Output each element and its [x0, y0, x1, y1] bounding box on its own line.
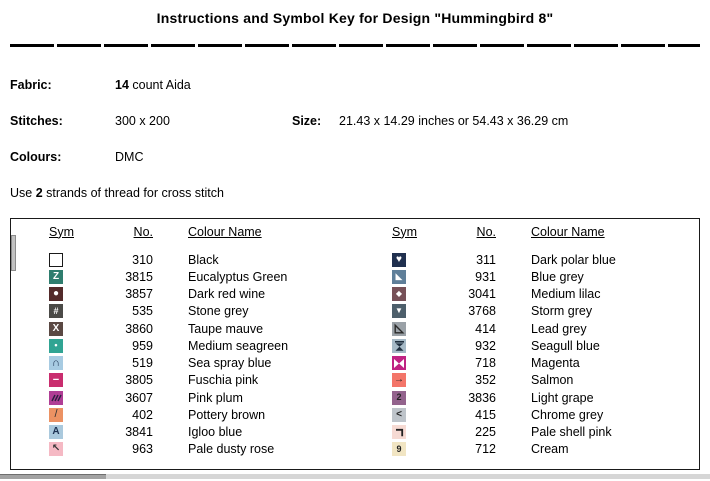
symbol-cell — [392, 442, 432, 456]
symbol-swatch: 9 — [392, 442, 406, 456]
symbol-cell — [49, 253, 89, 267]
header-sym: Sym — [49, 224, 74, 239]
colour-name: Stone grey — [188, 304, 249, 319]
key-row — [11, 268, 356, 285]
key-column-left — [11, 219, 356, 469]
symbol-cell — [49, 339, 89, 353]
symbol-swatch: ◆ — [392, 287, 406, 301]
symbol-swatch: / — [49, 408, 63, 422]
colour-name: Medium lilac — [531, 287, 601, 302]
colour-name: Black — [188, 252, 219, 267]
fabric-rest: count Aida — [128, 78, 191, 92]
colour-name: Fuschia pink — [188, 373, 259, 388]
symbol-swatch: X — [49, 322, 63, 336]
symbol-cell — [49, 408, 89, 422]
symbol-swatch — [49, 391, 63, 405]
key-row — [354, 424, 699, 441]
key-row — [11, 441, 356, 458]
title-divider — [10, 44, 700, 47]
stitches-row — [0, 114, 710, 130]
symbol-cell — [49, 322, 89, 336]
stitches-value: 300 x 200 — [115, 114, 170, 128]
symbol-cell — [392, 425, 432, 439]
symbol-swatch: ● — [49, 287, 63, 301]
thread-number: 3768 — [468, 304, 496, 319]
symbol-swatch: ◣ — [392, 270, 406, 284]
header-no: No. — [476, 224, 496, 239]
symbol-swatch: Z — [49, 270, 63, 284]
size-value: 21.43 x 14.29 inches or 54.43 x 36.29 cm — [339, 114, 569, 128]
horizontal-scroll-thumb[interactable] — [0, 474, 106, 479]
key-row — [354, 286, 699, 303]
key-rows-right — [354, 251, 699, 458]
symbol-cell — [49, 391, 89, 405]
thread-number: 414 — [475, 321, 496, 336]
colour-name: Igloo blue — [188, 425, 243, 440]
fabric-label: Fabric: — [10, 78, 52, 92]
colour-name: Magenta — [531, 356, 580, 371]
thread-number: 352 — [475, 373, 496, 388]
colours-row — [0, 150, 710, 166]
key-row — [11, 337, 356, 354]
symbol-cell — [392, 253, 432, 267]
symbol-cell — [49, 373, 89, 387]
thread-number: 718 — [475, 356, 496, 371]
symbol-swatch: ∩ — [49, 356, 63, 370]
key-row — [11, 372, 356, 389]
key-row — [354, 268, 699, 285]
key-row — [11, 355, 356, 372]
key-row — [354, 251, 699, 268]
symbol-cell — [392, 304, 432, 318]
colour-name: Dark polar blue — [531, 252, 616, 267]
thread-number: 225 — [475, 425, 496, 440]
thread-number: 3805 — [125, 373, 153, 388]
strands-text: Use 2 strands of thread for cross stitch — [10, 186, 224, 200]
symbol-cell — [392, 322, 432, 336]
symbol-swatch: < — [392, 408, 406, 422]
colour-name: Taupe mauve — [188, 321, 264, 336]
colour-name: Chrome grey — [531, 407, 604, 422]
thread-number: 3815 — [125, 269, 153, 284]
symbol-cell — [392, 391, 432, 405]
colour-name: Pale shell pink — [531, 425, 612, 440]
key-row — [354, 337, 699, 354]
symbol-cell — [392, 373, 432, 387]
header-sym: Sym — [392, 224, 417, 239]
symbol-cell — [392, 339, 432, 353]
colour-name: Pink plum — [188, 390, 243, 405]
key-row — [11, 389, 356, 406]
thread-number: 402 — [132, 407, 153, 422]
symbol-swatch: • — [49, 339, 63, 353]
symbol-cell — [49, 425, 89, 439]
thread-number: 310 — [132, 252, 153, 267]
stitches-label: Stitches: — [10, 114, 63, 128]
key-rows-left — [11, 251, 356, 458]
thread-number: 3841 — [125, 425, 153, 440]
fabric-row — [0, 78, 710, 94]
thread-number: 959 — [132, 338, 153, 353]
colour-name: Storm grey — [531, 304, 593, 319]
symbol-cell — [49, 442, 89, 456]
key-header-left — [11, 224, 356, 239]
symbol-swatch — [392, 356, 406, 370]
key-row — [11, 406, 356, 423]
header-no: No. — [133, 224, 153, 239]
fabric-value — [115, 78, 191, 92]
symbol-swatch: 2 — [392, 391, 406, 405]
colour-name: Pottery brown — [188, 407, 266, 422]
colours-value: DMC — [115, 150, 144, 164]
symbol-swatch — [49, 253, 63, 267]
key-row — [354, 303, 699, 320]
symbol-cell — [49, 304, 89, 318]
symbol-cell — [392, 408, 432, 422]
key-header-right — [354, 224, 699, 239]
thread-number: 311 — [476, 252, 496, 267]
key-row — [354, 320, 699, 337]
symbol-cell — [392, 287, 432, 301]
header-colour-name: Colour Name — [531, 224, 605, 239]
horizontal-scrollbar[interactable] — [0, 474, 710, 479]
symbol-cell — [392, 270, 432, 284]
thread-number: 3836 — [468, 390, 496, 405]
key-row — [354, 355, 699, 372]
colour-name: Pale dusty rose — [188, 442, 275, 457]
page-title: Instructions and Symbol Key for Design "Hummingbird 8" — [156, 10, 554, 26]
thread-number: 3041 — [468, 287, 496, 302]
colour-name: Eucalyptus Green — [188, 269, 288, 284]
symbol-swatch — [392, 322, 406, 336]
thread-number: 3607 — [125, 390, 153, 405]
colour-name: Lead grey — [531, 321, 587, 336]
colour-name: Blue grey — [531, 269, 584, 284]
symbol-swatch: ▼ — [392, 304, 406, 318]
vertical-scroll-thumb[interactable] — [11, 235, 16, 271]
thread-number: 535 — [132, 304, 153, 319]
key-column-right — [354, 219, 699, 469]
colour-name: Seagull blue — [531, 338, 600, 353]
key-row — [11, 303, 356, 320]
thread-number: 519 — [132, 356, 153, 371]
thread-number: 963 — [132, 442, 153, 457]
key-row — [11, 286, 356, 303]
strands-count: 2 — [35, 186, 43, 200]
strands-note — [0, 186, 710, 202]
colour-name: Sea spray blue — [188, 356, 272, 371]
symbol-swatch: ♥ — [392, 253, 406, 267]
colour-name: Medium seagreen — [188, 338, 289, 353]
colour-name: Light grape — [531, 390, 594, 405]
thread-number: 931 — [475, 269, 496, 284]
thread-number: 932 — [475, 338, 496, 353]
thread-number: 712 — [475, 442, 496, 457]
header-colour-name: Colour Name — [188, 224, 262, 239]
symbol-cell — [392, 356, 432, 370]
thread-number: 3857 — [125, 287, 153, 302]
symbol-swatch: → — [394, 374, 404, 386]
symbol-swatch: − — [49, 373, 63, 387]
fabric-count: 14 — [115, 78, 129, 92]
key-row — [11, 320, 356, 337]
symbol-cell — [49, 356, 89, 370]
key-row — [354, 372, 699, 389]
symbol-swatch — [392, 339, 406, 353]
size-label: Size: — [292, 114, 322, 128]
symbol-swatch — [392, 425, 406, 439]
symbol-swatch: A — [49, 425, 63, 439]
colour-name: Salmon — [531, 373, 574, 388]
key-row — [11, 251, 356, 268]
colours-label: Colours: — [10, 150, 62, 164]
key-row — [11, 424, 356, 441]
thread-number: 415 — [475, 407, 496, 422]
symbol-swatch: ↖ — [49, 442, 63, 456]
key-row — [354, 389, 699, 406]
key-row — [354, 441, 699, 458]
thread-number: 3860 — [125, 321, 153, 336]
symbol-cell — [49, 287, 89, 301]
symbol-cell — [49, 270, 89, 284]
symbol-key-panel — [10, 218, 700, 470]
symbol-swatch: # — [49, 304, 63, 318]
colour-name: Cream — [531, 442, 569, 457]
key-row — [354, 406, 699, 423]
colour-name: Dark red wine — [188, 287, 266, 302]
